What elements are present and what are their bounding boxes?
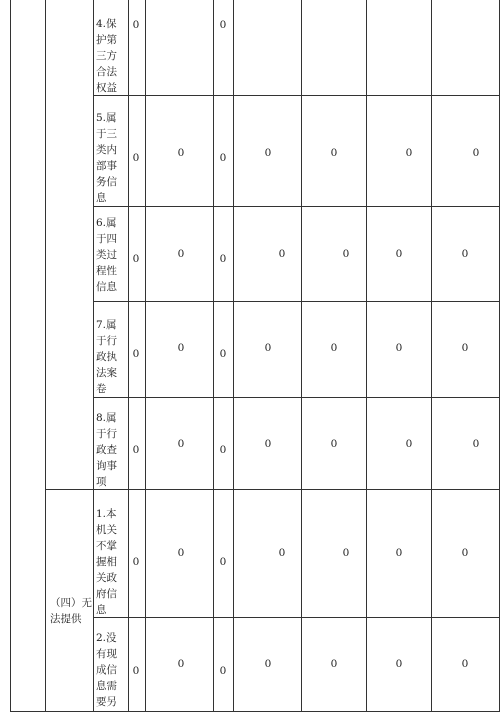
value-cell: 0 xyxy=(264,342,272,354)
row-divider xyxy=(93,301,500,302)
value-cell: 0 xyxy=(177,547,185,559)
table-border xyxy=(301,0,302,712)
value-cell: 0 xyxy=(405,147,413,159)
value-cell: 0 xyxy=(132,348,140,360)
row-label: 2.没有现成信息需要另 xyxy=(96,632,117,708)
value-cell: 0 xyxy=(342,547,350,559)
value-cell: 0 xyxy=(219,19,227,31)
row-divider xyxy=(93,617,500,618)
table-border-right xyxy=(499,0,500,712)
value-cell: 0 xyxy=(132,152,140,164)
value-cell: 0 xyxy=(219,556,227,568)
row-label: 8.属于行政查询事项 xyxy=(96,412,117,488)
value-cell: 0 xyxy=(132,19,140,31)
value-cell: 0 xyxy=(264,147,272,159)
table-border-bottom xyxy=(10,711,500,712)
value-cell: 0 xyxy=(405,438,413,450)
value-cell: 0 xyxy=(330,342,338,354)
value-cell: 0 xyxy=(132,444,140,456)
value-cell: 0 xyxy=(132,665,140,677)
value-cell: 0 xyxy=(219,348,227,360)
category-label: （四）无法提供 xyxy=(50,597,92,625)
value-cell: 0 xyxy=(330,147,338,159)
value-cell: 0 xyxy=(472,438,480,450)
value-cell: 0 xyxy=(395,342,403,354)
value-cell: 0 xyxy=(219,665,227,677)
value-cell: 0 xyxy=(219,253,227,265)
value-cell: 0 xyxy=(461,342,469,354)
value-cell: 0 xyxy=(461,547,469,559)
table-border xyxy=(93,0,94,712)
value-cell: 0 xyxy=(330,438,338,450)
value-cell: 0 xyxy=(177,438,185,450)
row-label: 7.属于行政执法案卷 xyxy=(96,319,117,395)
value-cell: 0 xyxy=(219,444,227,456)
value-cell: 0 xyxy=(177,342,185,354)
table-border xyxy=(431,0,432,712)
value-cell: 0 xyxy=(177,248,185,260)
row-divider xyxy=(93,95,500,96)
value-cell: 0 xyxy=(461,248,469,260)
value-cell: 0 xyxy=(264,438,272,450)
table-border xyxy=(366,0,367,712)
value-cell: 0 xyxy=(342,248,350,260)
table-border xyxy=(233,0,234,712)
value-cell: 0 xyxy=(395,547,403,559)
row-label: 1.本机关不掌握相关政府信息 xyxy=(96,508,117,616)
value-cell: 0 xyxy=(395,658,403,670)
row-divider xyxy=(93,206,500,207)
row-label: 6.属于四类过程性信息 xyxy=(96,217,117,293)
table-border-left xyxy=(10,0,11,712)
value-cell: 0 xyxy=(132,556,140,568)
value-cell: 0 xyxy=(177,147,185,159)
value-cell: 0 xyxy=(132,253,140,265)
value-cell: 0 xyxy=(330,658,338,670)
value-cell: 0 xyxy=(395,248,403,260)
value-cell: 0 xyxy=(177,658,185,670)
value-cell: 0 xyxy=(219,152,227,164)
row-label: 4.保护第三方合法权益 xyxy=(96,18,117,94)
value-cell: 0 xyxy=(278,248,286,260)
row-label: 5.属于三类内部事务信息 xyxy=(96,112,117,204)
value-cell: 0 xyxy=(264,658,272,670)
row-divider xyxy=(93,397,500,398)
value-cell: 0 xyxy=(472,147,480,159)
value-cell: 0 xyxy=(278,547,286,559)
table-border xyxy=(45,0,46,712)
value-cell: 0 xyxy=(461,658,469,670)
